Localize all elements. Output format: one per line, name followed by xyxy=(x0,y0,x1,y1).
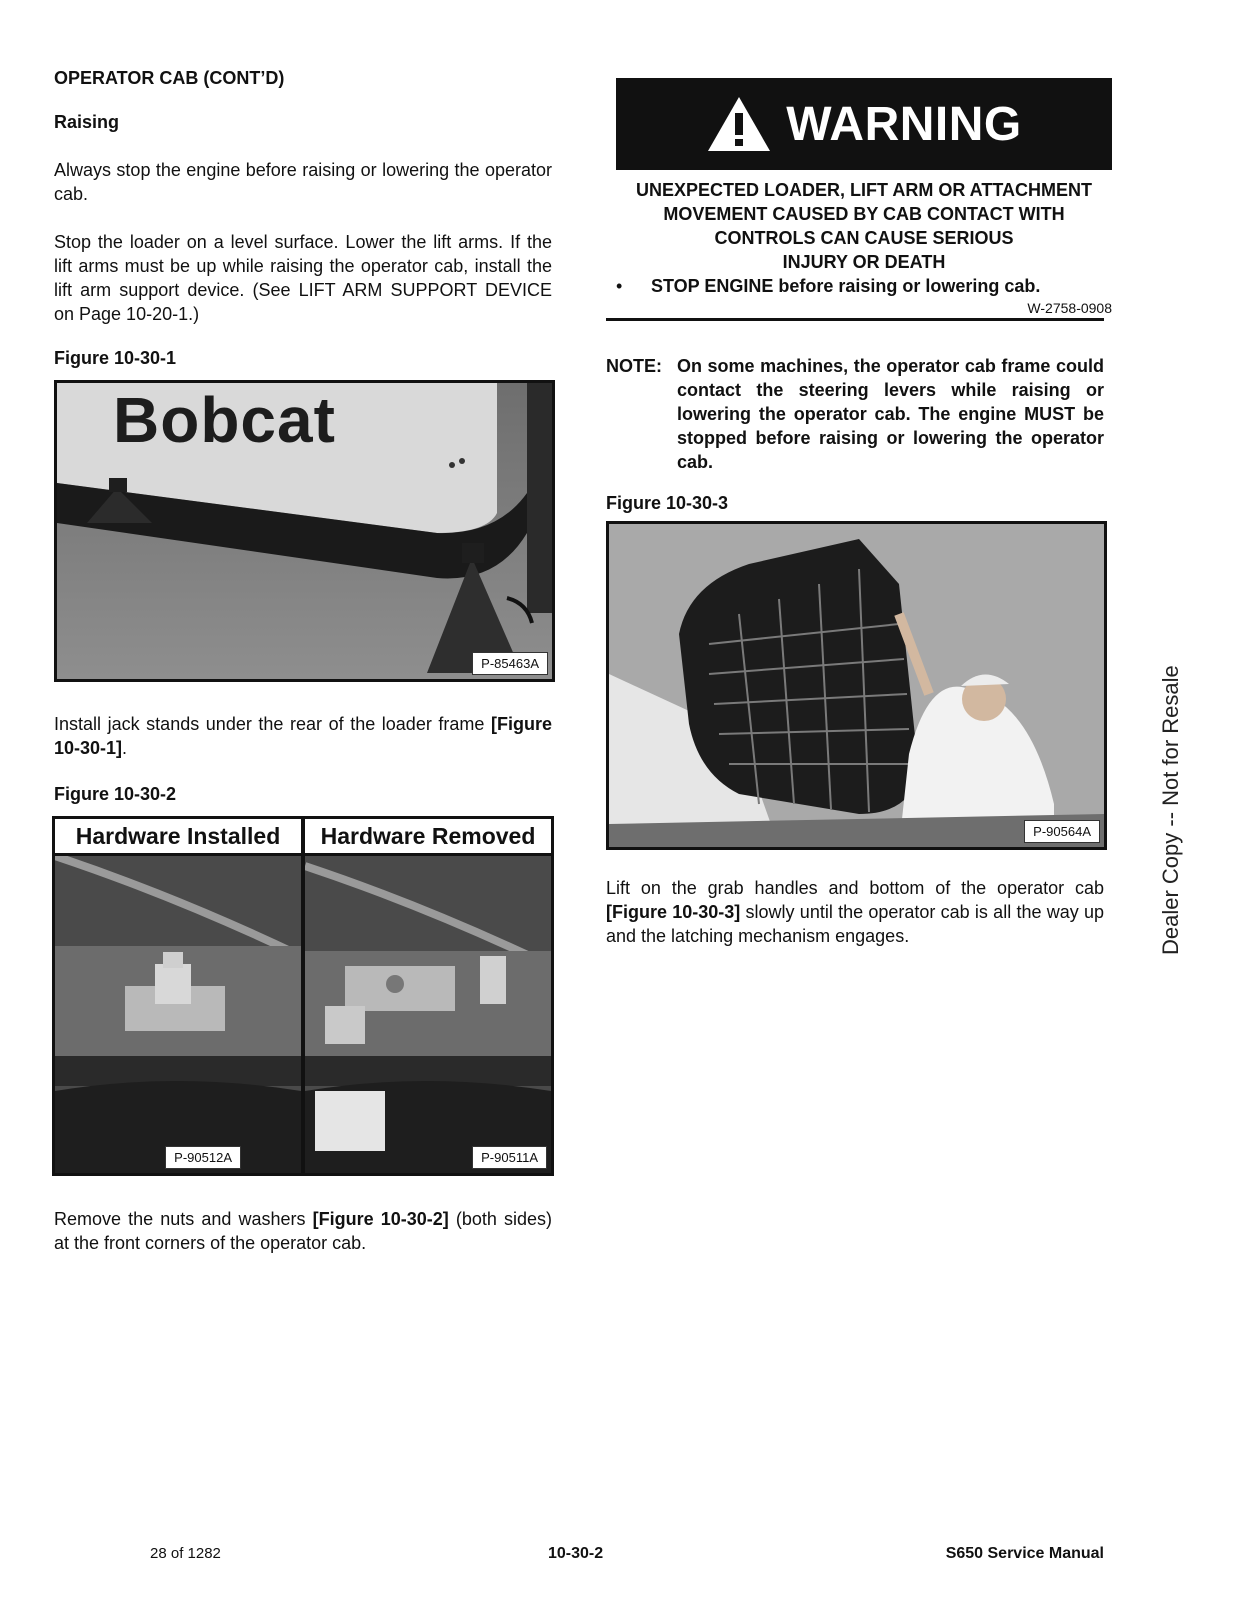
note-text: On some machines, the operator cab frame could contact the steering levers while raising or lowering the operator cab. The engine MUST be stopped before raising or lowering the operator cab. xyxy=(677,356,1104,472)
warning-line: INJURY OR DEATH xyxy=(782,252,946,272)
warning-code: W-2758-0908 xyxy=(1027,300,1112,316)
raising-cab-illustration xyxy=(609,524,1104,847)
photo-tag: P-90511A xyxy=(472,1146,547,1169)
figure-reference-10-30-1: [Figure 10-30-1] xyxy=(54,714,552,758)
paragraph-text-end: . xyxy=(122,738,128,758)
panel-header-installed: Hardware Installed xyxy=(55,819,301,856)
figure-label-10-30-3: Figure 10-30-3 xyxy=(606,493,729,513)
paragraph-text: Install jack stands under the rear of the loader frame xyxy=(54,714,491,734)
footer-manual-title: S650 Service Manual xyxy=(945,1545,1104,1562)
warning-line: MOVEMENT CAUSED BY CAB CONTACT WITH xyxy=(663,204,1065,224)
paragraph-text-end: slowly until the operator cab is all the way up and the latching mechanism engages. xyxy=(606,902,1104,946)
hardware-installed-photo xyxy=(55,856,301,1173)
footer-page-count: 28 of 1282 xyxy=(150,1545,221,1562)
figure-label-10-30-2: Figure 10-30-2 xyxy=(54,784,177,804)
dealer-copy-watermark: Dealer Copy -- Not for Resale xyxy=(1158,665,1183,955)
removed-hardware-illustration xyxy=(305,856,551,1173)
warning-title: WARNING xyxy=(786,97,1022,151)
bullet-symbol: • xyxy=(616,276,623,296)
figure-10-30-1-photo xyxy=(54,380,555,682)
warning-line: UNEXPECTED LOADER, LIFT ARM OR ATTACHMENT xyxy=(636,180,1092,200)
warning-divider xyxy=(606,318,1104,321)
paragraph-text-end: (both sides) at the front corners of the operator cab. xyxy=(54,1209,553,1253)
photo-tag: P-90564A xyxy=(1024,820,1100,843)
warning-bullet xyxy=(616,274,1112,298)
warning-message xyxy=(616,178,1112,318)
warning-triangle-icon xyxy=(706,95,772,153)
panel-header-removed: Hardware Removed xyxy=(305,819,551,856)
photo-tag: P-90512A xyxy=(165,1146,241,1169)
note-block xyxy=(606,354,1104,474)
figure-10-30-2-panels xyxy=(52,816,554,1176)
warning-banner xyxy=(616,78,1112,170)
hardware-removed-photo xyxy=(305,856,551,1173)
figure-reference-10-30-3: [Figure 10-30-3] xyxy=(606,902,741,922)
warning-bullet-text: STOP ENGINE before raising or lowering cab. xyxy=(651,276,1041,296)
installed-hardware-illustration xyxy=(55,856,301,1173)
paragraph-lift-grab-handles xyxy=(606,876,1104,948)
bobcat-logo: Bobcat xyxy=(113,384,336,456)
photo-tag: P-85463A xyxy=(472,652,548,675)
paragraph-stop-engine: Always stop the engine before raising or lowering the operator cab. xyxy=(54,160,552,204)
paragraph-text: Lift on the grab handles and bottom of the operator cab xyxy=(606,878,1104,898)
note-label: NOTE: xyxy=(606,356,662,376)
warning-line: CONTROLS CAN CAUSE SERIOUS xyxy=(714,228,1014,248)
figure-10-30-3-photo xyxy=(606,521,1107,850)
paragraph-text: Remove the nuts and washers xyxy=(54,1209,313,1229)
paragraph-level-surface: Stop the loader on a level surface. Lower the lift arms. If the lift arms must be up while raising the operator cab, install the lift arm support device. (See LIFT ARM SUPPORT DEVICE on Page 10-20-1.) xyxy=(54,232,552,324)
figure-label-10-30-1: Figure 10-30-1 xyxy=(54,348,177,368)
section-title: OPERATOR CAB (CONT’D) xyxy=(54,68,285,88)
footer-page-number: 10-30-2 xyxy=(548,1545,604,1562)
figure-reference-10-30-2: [Figure 10-30-2] xyxy=(312,1209,449,1229)
paragraph-jack-stands xyxy=(54,712,552,760)
subheading-raising: Raising xyxy=(54,112,120,132)
paragraph-remove-nuts xyxy=(54,1207,552,1255)
